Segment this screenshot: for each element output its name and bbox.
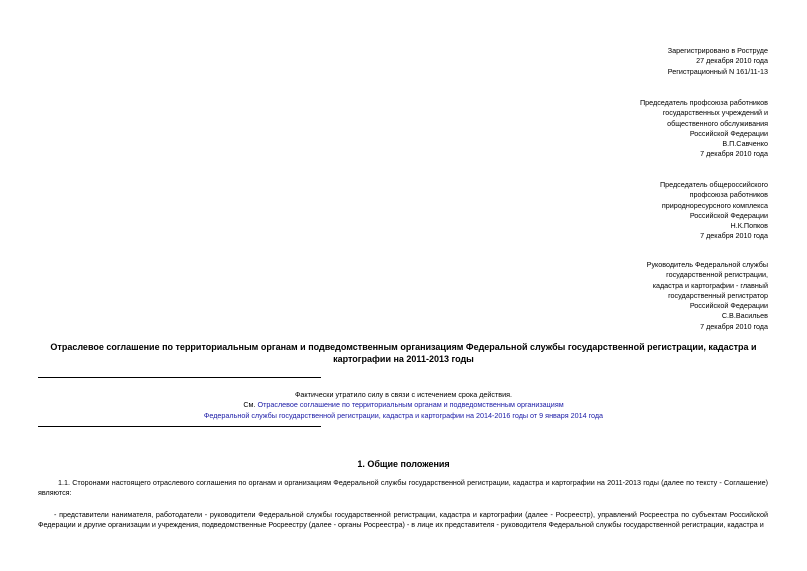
status-note-text: Фактически утратило силу в связи с истечением срока действия. <box>294 390 513 399</box>
signature-line: общественного обслуживания <box>667 118 768 128</box>
signature-line: 7 декабря 2010 года <box>700 321 768 331</box>
replacement-agreement-link[interactable]: Отраслевое соглашение по территориальным органам и подведомственным организациям <box>257 400 564 410</box>
signature-line: 7 декабря 2010 года <box>700 149 768 159</box>
see-prefix: См. <box>243 400 258 410</box>
signature-block-2 <box>660 180 768 242</box>
signature-line: природноресурсного комплекса <box>661 200 768 210</box>
signature-line: Н.К.Попков <box>730 221 768 231</box>
status-note <box>30 390 777 421</box>
signature-line: профсоюза работников <box>689 190 768 200</box>
registration-line: Регистрационный N 161/11-13 <box>667 66 768 76</box>
registration-line: 27 декабря 2010 года <box>696 56 768 66</box>
document-title-line: Отраслевое соглашение по территориальным органам и подведомственным организациям Федеральной службы государственной регистрации, кадастра и <box>50 342 757 352</box>
registration-block <box>668 46 768 77</box>
signature-line: Российской Федерации <box>689 128 768 138</box>
signature-line: Российской Федерации <box>689 210 768 220</box>
paragraph: 1.1. Сторонами настоящего отраслевого соглашения по органам и организациям Федеральной службы государственной регистрации, кадастра и картографии на 2011-2013 годы (далее по тексту - Соглашение) являются: <box>38 478 768 498</box>
paragraph: - представители нанимателя, работодатели - руководители Федеральной службы государственной регистрации, кадастра и картографии (далее - Росреестр), управлений Росреестра по субъектам Российской Федерации и другие организации и учреждения, подведомственные Росреестру (далее - органы Росреестра) - в лице их представителя - руководителя Федеральной службы государственной регистрации, кадастра и <box>38 510 768 530</box>
replacement-agreement-link-cont[interactable]: Федеральной службы государственной регистрации, кадастра и картографии на 2014-2016 годы от 9 января 2014 года <box>203 410 604 420</box>
signature-line: государственной регистрации, <box>666 270 768 280</box>
signature-line: государственный регистратор <box>668 290 768 300</box>
document-title <box>30 342 777 365</box>
document-title-line: картографии на 2011-2013 годы <box>333 353 474 364</box>
signature-line: С.В.Васильев <box>721 311 768 321</box>
signature-block-1 <box>640 98 768 160</box>
signature-line: Руководитель Федеральной службы <box>646 260 768 269</box>
signature-line: Председатель общероссийского <box>659 180 768 189</box>
signature-block-3 <box>647 260 768 332</box>
section-heading: 1. Общие положения <box>357 459 450 469</box>
signature-line: Председатель профсоюза работников <box>640 98 768 107</box>
divider-top <box>38 377 321 378</box>
signature-line: В.П.Савченко <box>722 139 768 149</box>
signature-line: 7 декабря 2010 года <box>700 231 768 241</box>
status-note-see <box>30 400 777 410</box>
signature-line: кадастра и картографии - главный <box>652 280 768 290</box>
signature-line: государственных учреждений и <box>662 108 768 118</box>
registration-line: Зарегистрировано в Роструде <box>667 46 768 55</box>
signature-line: Российской Федерации <box>689 301 768 311</box>
divider-bottom <box>38 426 321 427</box>
